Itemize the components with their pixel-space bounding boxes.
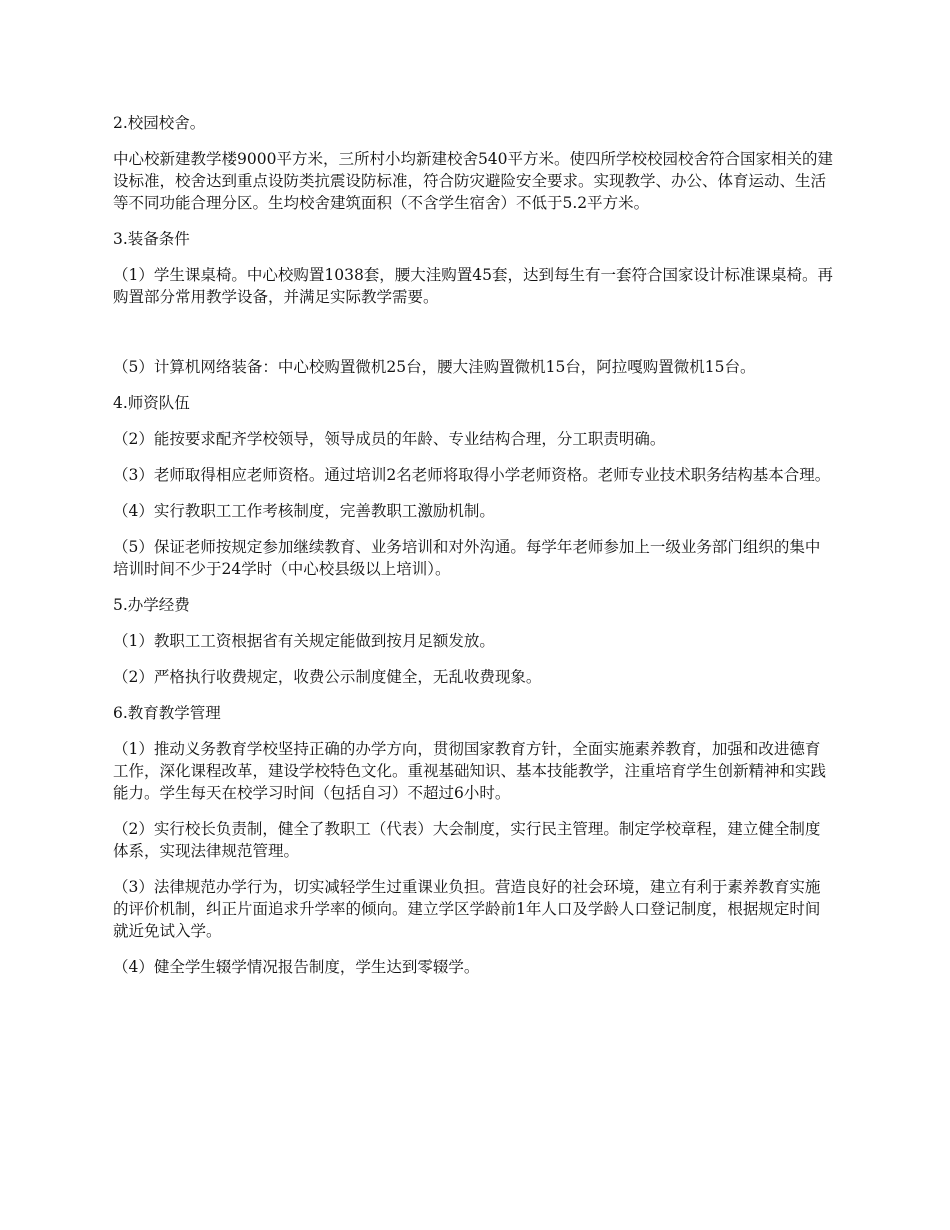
paragraph-assessment-system: （4）实行教职工工作考核制度，完善教职工激励机制。 bbox=[113, 502, 495, 520]
paragraph-continuing-education: （5）保证老师按规定参加继续教育、业务培训和对外沟通。每学年老师参加上一级业务部门组织的集中培训时间不少于24学时（中心校县级以上培训）。 bbox=[113, 538, 821, 578]
paragraph-fees: （2）严格执行收费规定，收费公示制度健全，无乱收费现象。 bbox=[113, 668, 542, 686]
document-body bbox=[113, 112, 835, 992]
blank-spacer bbox=[113, 322, 835, 356]
paragraph-campus-buildings: 中心校新建教学楼9000平方米，三所村小均新建校舍540平方米。使四所学校校园校舍符合国家相关的建设标准，校舍达到重点设防类抗震设防标准，符合防灾避险安全要求。实现教学、办公、体育运动、生活等不同功能合理分区。生均校舍建筑面积（不含学生宿舍）不低于5.2平方米。 bbox=[113, 150, 834, 212]
paragraph-standardized-schooling: （3）法律规范办学行为，切实减轻学生过重课业负担。营造良好的社会环境，建立有利于素养教育实施的评价机制，纠正片面追求升学率的倾向。建立学区学龄前1年人口及学龄人口登记制度，根据规定时间就近免试入学。 bbox=[113, 878, 821, 940]
paragraph-desks-chairs: （1）学生课桌椅。中心校购置1038套，腰大洼购置45套，达到每生有一套符合国家设计标准课桌椅。再购置部分常用教学设备，并满足实际教学需要。 bbox=[113, 266, 834, 306]
section-heading-funding: 5.办学经费 bbox=[113, 596, 190, 614]
paragraph-school-leadership: （2）能按要求配齐学校领导，领导成员的年龄、专业结构合理，分工职责明确。 bbox=[113, 430, 666, 448]
section-heading-campus: 2.校园校舍。 bbox=[113, 114, 206, 132]
paragraph-teacher-qualification: （3）老师取得相应老师资格。通过培训2名老师将取得小学老师资格。老师专业技术职务结构基本合理。 bbox=[113, 466, 831, 484]
paragraph-dropout-reporting: （4）健全学生辍学情况报告制度，学生达到零辍学。 bbox=[113, 958, 480, 976]
paragraph-salary: （1）教职工工资根据省有关规定能做到按月足额发放。 bbox=[113, 632, 495, 650]
paragraph-principal-responsibility: （2）实行校长负责制，健全了教职工（代表）大会制度，实行民主管理。制定学校章程，建立健全制度体系，实现法律规范管理。 bbox=[113, 820, 821, 860]
section-heading-equipment: 3.装备条件 bbox=[113, 230, 190, 248]
section-heading-teachers: 4.师资队伍 bbox=[113, 394, 190, 412]
section-heading-management: 6.教育教学管理 bbox=[113, 704, 221, 722]
paragraph-computer-network: （5）计算机网络装备：中心校购置微机25台，腰大洼购置微机15台，阿拉嘎购置微机15台。 bbox=[113, 358, 756, 376]
paragraph-education-direction: （1）推动义务教育学校坚持正确的办学方向，贯彻国家教育方针，全面实施素养教育，加强和改进德育工作，深化课程改革，建设学校特色文化。重视基础知识、基本技能教学，注重培育学生创新精神和实践能力。学生每天在校学习时间（包括自习）不超过6小时。 bbox=[113, 740, 827, 802]
